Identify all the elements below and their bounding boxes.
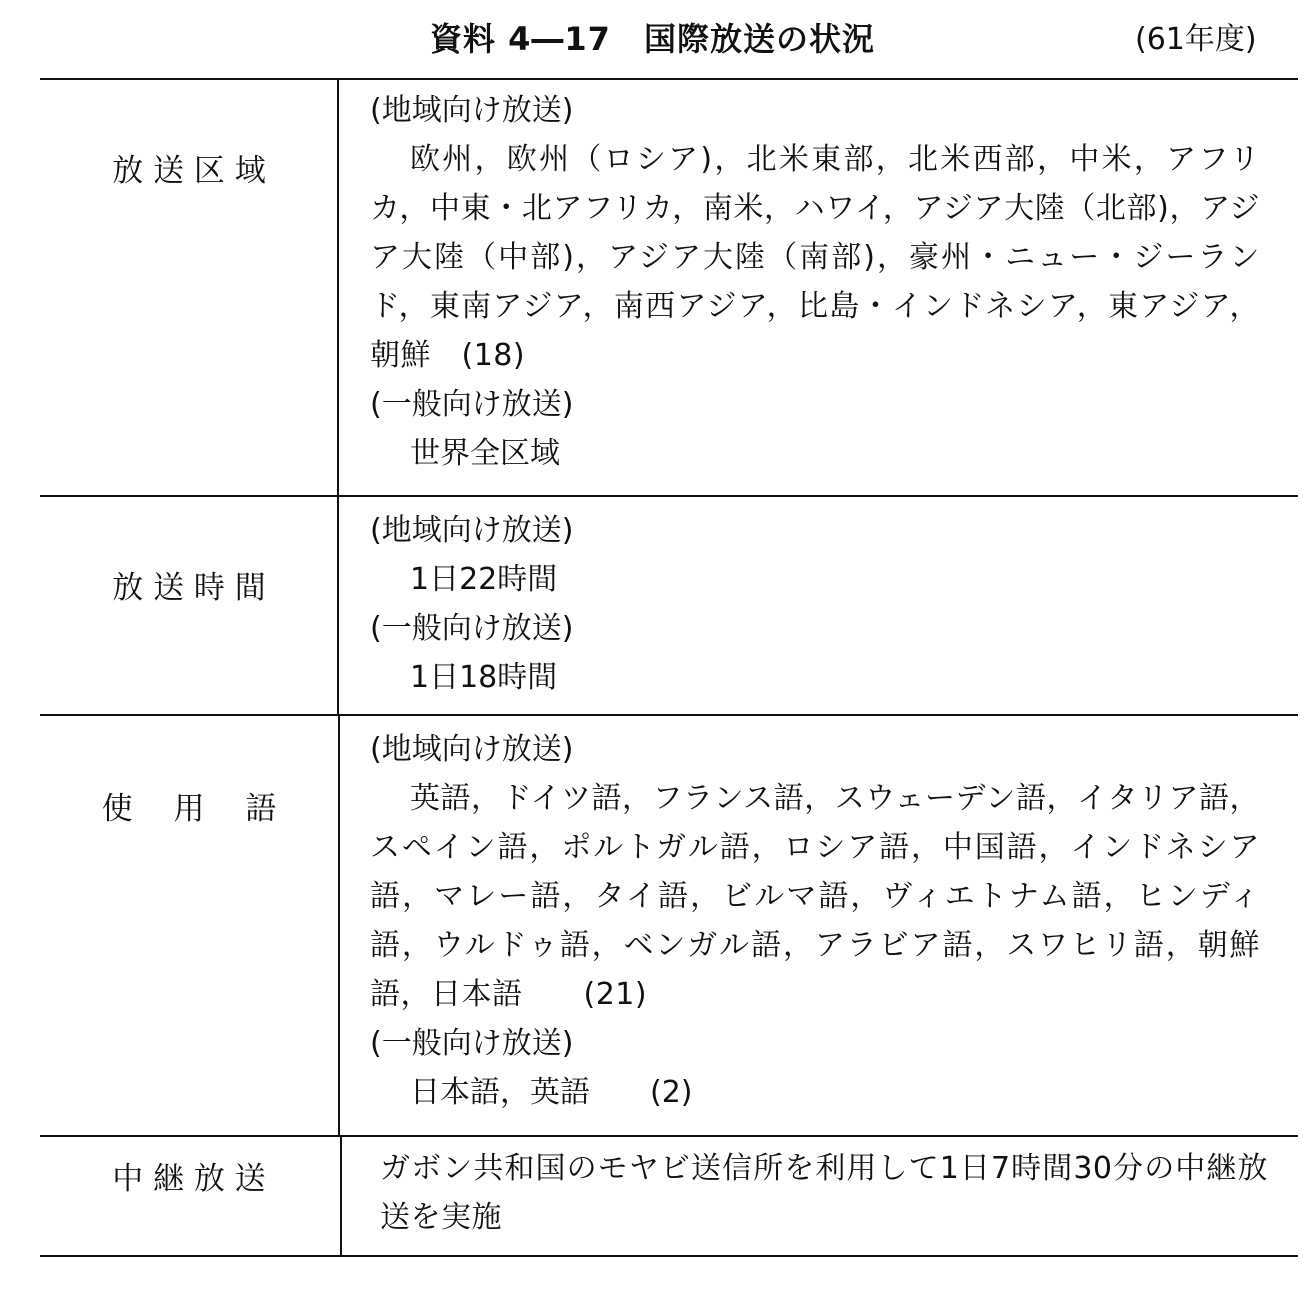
row-label-languages bbox=[40, 783, 338, 828]
row-label-broadcast-hours bbox=[40, 562, 338, 607]
page-title: 資料 4―17 国際放送の状況 bbox=[430, 20, 875, 58]
general-broadcast-heading: (一般向け放送) bbox=[370, 387, 574, 422]
column-divider bbox=[337, 80, 339, 495]
column-divider bbox=[338, 716, 340, 1135]
general-broadcast-heading: (一般向け放送) bbox=[370, 611, 574, 646]
row-label-text: 放 送 区 域 bbox=[112, 153, 266, 189]
regional-broadcast-heading: (地域向け放送) bbox=[370, 513, 574, 548]
table-rule-row3 bbox=[40, 1135, 1298, 1137]
table-rule-row2 bbox=[40, 714, 1298, 716]
column-divider bbox=[340, 1137, 342, 1255]
broadcast-area-content bbox=[370, 86, 1260, 478]
relay-broadcast-text: ガボン共和国のモヤビ送信所を利用して1日7時間30分の中継放送を実施 bbox=[380, 1151, 1268, 1235]
row-label-text: 放 送 時 間 bbox=[112, 570, 266, 606]
table-rule-top bbox=[40, 78, 1298, 80]
languages-content bbox=[370, 725, 1260, 1117]
broadcast-hours-content bbox=[370, 506, 1270, 702]
general-broadcast-hours: 1日18時間 bbox=[410, 660, 558, 695]
general-broadcast-area: 世界全区域 bbox=[410, 436, 560, 471]
general-broadcast-languages: 日本語，英語 (2) bbox=[410, 1075, 693, 1110]
row-label-text: 中 継 放 送 bbox=[112, 1161, 266, 1197]
row-label-broadcast-area bbox=[40, 145, 338, 190]
regional-broadcast-hours: 1日22時間 bbox=[410, 562, 558, 597]
row-label-text: 使 用 語 bbox=[101, 791, 277, 827]
row-label-relay-broadcast bbox=[40, 1153, 338, 1198]
general-broadcast-heading: (一般向け放送) bbox=[370, 1026, 574, 1061]
regional-broadcast-heading: (地域向け放送) bbox=[370, 732, 574, 767]
regional-broadcast-languages: 英語，ドイツ語，フランス語，スウェーデン語，イタリア語，スペイン語，ポルトガル語，ロシア語，中国語，インドネシア語，マレー語，タイ語，ビルマ語，ヴィエトナム語，ヒンディ語，ウルドゥ語，ベンガル語，アラビア語，スワヒリ語，朝鮮語，日本語 (21) bbox=[370, 781, 1260, 1012]
regional-broadcast-heading: (地域向け放送) bbox=[370, 93, 574, 128]
relay-broadcast-content bbox=[380, 1144, 1268, 1242]
fiscal-year-note: (61年度) bbox=[1135, 22, 1257, 57]
table-rule-row1 bbox=[40, 495, 1298, 497]
regional-broadcast-areas: 欧州，欧州（ロシア)，北米東部，北米西部，中米，アフリカ，中東・北アフリカ，南米，ハワイ，アジア大陸（北部)，アジア大陸（中部)，アジア大陸（南部)，豪州・ニュー・ジーランド，東南アジア，南西アジア，比島・インドネシア，東アジア，朝鮮 (18) bbox=[370, 142, 1260, 373]
table-rule-bottom bbox=[40, 1255, 1298, 1257]
